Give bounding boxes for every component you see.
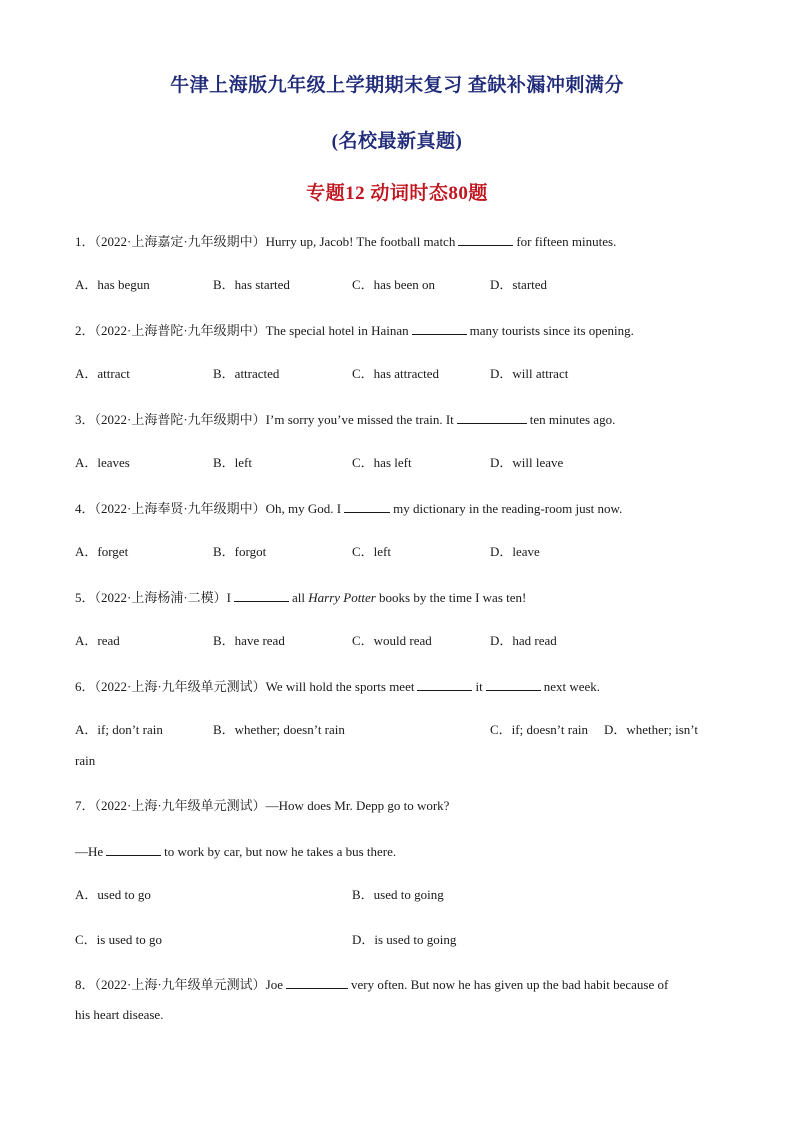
option-c: C．if; doesn’t rain xyxy=(490,722,588,737)
question-source: 7．（2022·上海·九年级单元测试） xyxy=(75,798,266,813)
question-7-line-2: —He to work by car, but now he takes a bus there. xyxy=(75,844,397,859)
option-c: C．has been on xyxy=(352,277,436,292)
question-source: 3．（2022·上海普陀·九年级期中） xyxy=(75,412,266,427)
answer-blank xyxy=(417,678,472,691)
option-b: B．left xyxy=(213,455,252,470)
document-subtitle: (名校最新真题) xyxy=(331,131,463,152)
question-source: 2．（2022·上海普陀·九年级期中） xyxy=(75,323,266,338)
question-8: 8．（2022·上海·九年级单元测试）Joe very often. But now he has given up the bad habit because of xyxy=(75,977,669,992)
option-c: C．has left xyxy=(352,455,412,470)
option-c: C．would read xyxy=(352,633,432,648)
option-d-wrap: rain xyxy=(75,753,96,768)
option-b: B．forgot xyxy=(213,544,267,559)
document-title: 牛津上海版九年级上学期期末复习 查缺补漏冲刺满分 xyxy=(170,75,624,96)
option-d: D．leave xyxy=(490,544,540,559)
question-1: 1．（2022·上海嘉定·九年级期中）Hurry up, Jacob! The football match for fifteen minutes. xyxy=(75,234,617,249)
question-source: 6．（2022·上海·九年级单元测试） xyxy=(75,679,266,694)
option-d: D．whether; isn’t xyxy=(604,722,698,737)
option-b: B．used to going xyxy=(352,887,444,902)
answer-blank xyxy=(106,843,161,856)
option-b: B．attracted xyxy=(213,366,280,381)
option-b: B．whether; doesn’t rain xyxy=(213,722,345,737)
option-c: C．has attracted xyxy=(352,366,439,381)
option-d: D．will leave xyxy=(490,455,564,470)
option-a: A．read xyxy=(75,633,120,648)
answer-blank xyxy=(457,411,527,424)
question-source: 4．（2022·上海奉贤·九年级期中） xyxy=(75,501,266,516)
option-a: A．has begun xyxy=(75,277,150,292)
answer-blank xyxy=(286,976,348,989)
option-c: C．is used to go xyxy=(75,932,163,947)
option-b: B．has started xyxy=(213,277,290,292)
answer-blank xyxy=(412,322,467,335)
question-source: 1．（2022·上海嘉定·九年级期中） xyxy=(75,234,266,249)
book-title: Harry Potter xyxy=(308,590,376,605)
option-a: A．if; don’t rain xyxy=(75,722,163,737)
option-d: D．will attract xyxy=(490,366,569,381)
topic-title: 专题12 动词时态80题 xyxy=(306,183,488,204)
option-a: A．leaves xyxy=(75,455,130,470)
question-8-wrap: his heart disease. xyxy=(75,1007,164,1022)
option-a: A．forget xyxy=(75,544,129,559)
question-6: 6．（2022·上海·九年级单元测试）We will hold the sports meet it next week. xyxy=(75,679,601,694)
option-d: D．is used to going xyxy=(352,932,457,947)
question-4: 4．（2022·上海奉贤·九年级期中）Oh, my God. I my dictionary in the reading-room just now. xyxy=(75,501,623,516)
option-a: A．used to go xyxy=(75,887,151,902)
option-d: D．started xyxy=(490,277,548,292)
question-source: 5．（2022·上海杨浦·二模） xyxy=(75,590,227,605)
option-c: C．left xyxy=(352,544,391,559)
answer-blank xyxy=(458,233,513,246)
option-b: B．have read xyxy=(213,633,285,648)
question-5: 5．（2022·上海杨浦·二模）I all Harry Potter books by the time I was ten! xyxy=(75,590,527,605)
option-d: D．had read xyxy=(490,633,557,648)
answer-blank xyxy=(344,500,390,513)
question-3: 3．（2022·上海普陀·九年级期中）I’m sorry you’ve missed the train. It ten minutes ago. xyxy=(75,412,616,427)
question-source: 8．（2022·上海·九年级单元测试） xyxy=(75,977,266,992)
answer-blank xyxy=(486,678,541,691)
option-a: A．attract xyxy=(75,366,130,381)
question-2: 2．（2022·上海普陀·九年级期中）The special hotel in Hainan many tourists since its opening. xyxy=(75,323,634,338)
question-7: 7．（2022·上海·九年级单元测试）—How does Mr. Depp go to work? xyxy=(75,798,450,813)
answer-blank xyxy=(234,589,289,602)
